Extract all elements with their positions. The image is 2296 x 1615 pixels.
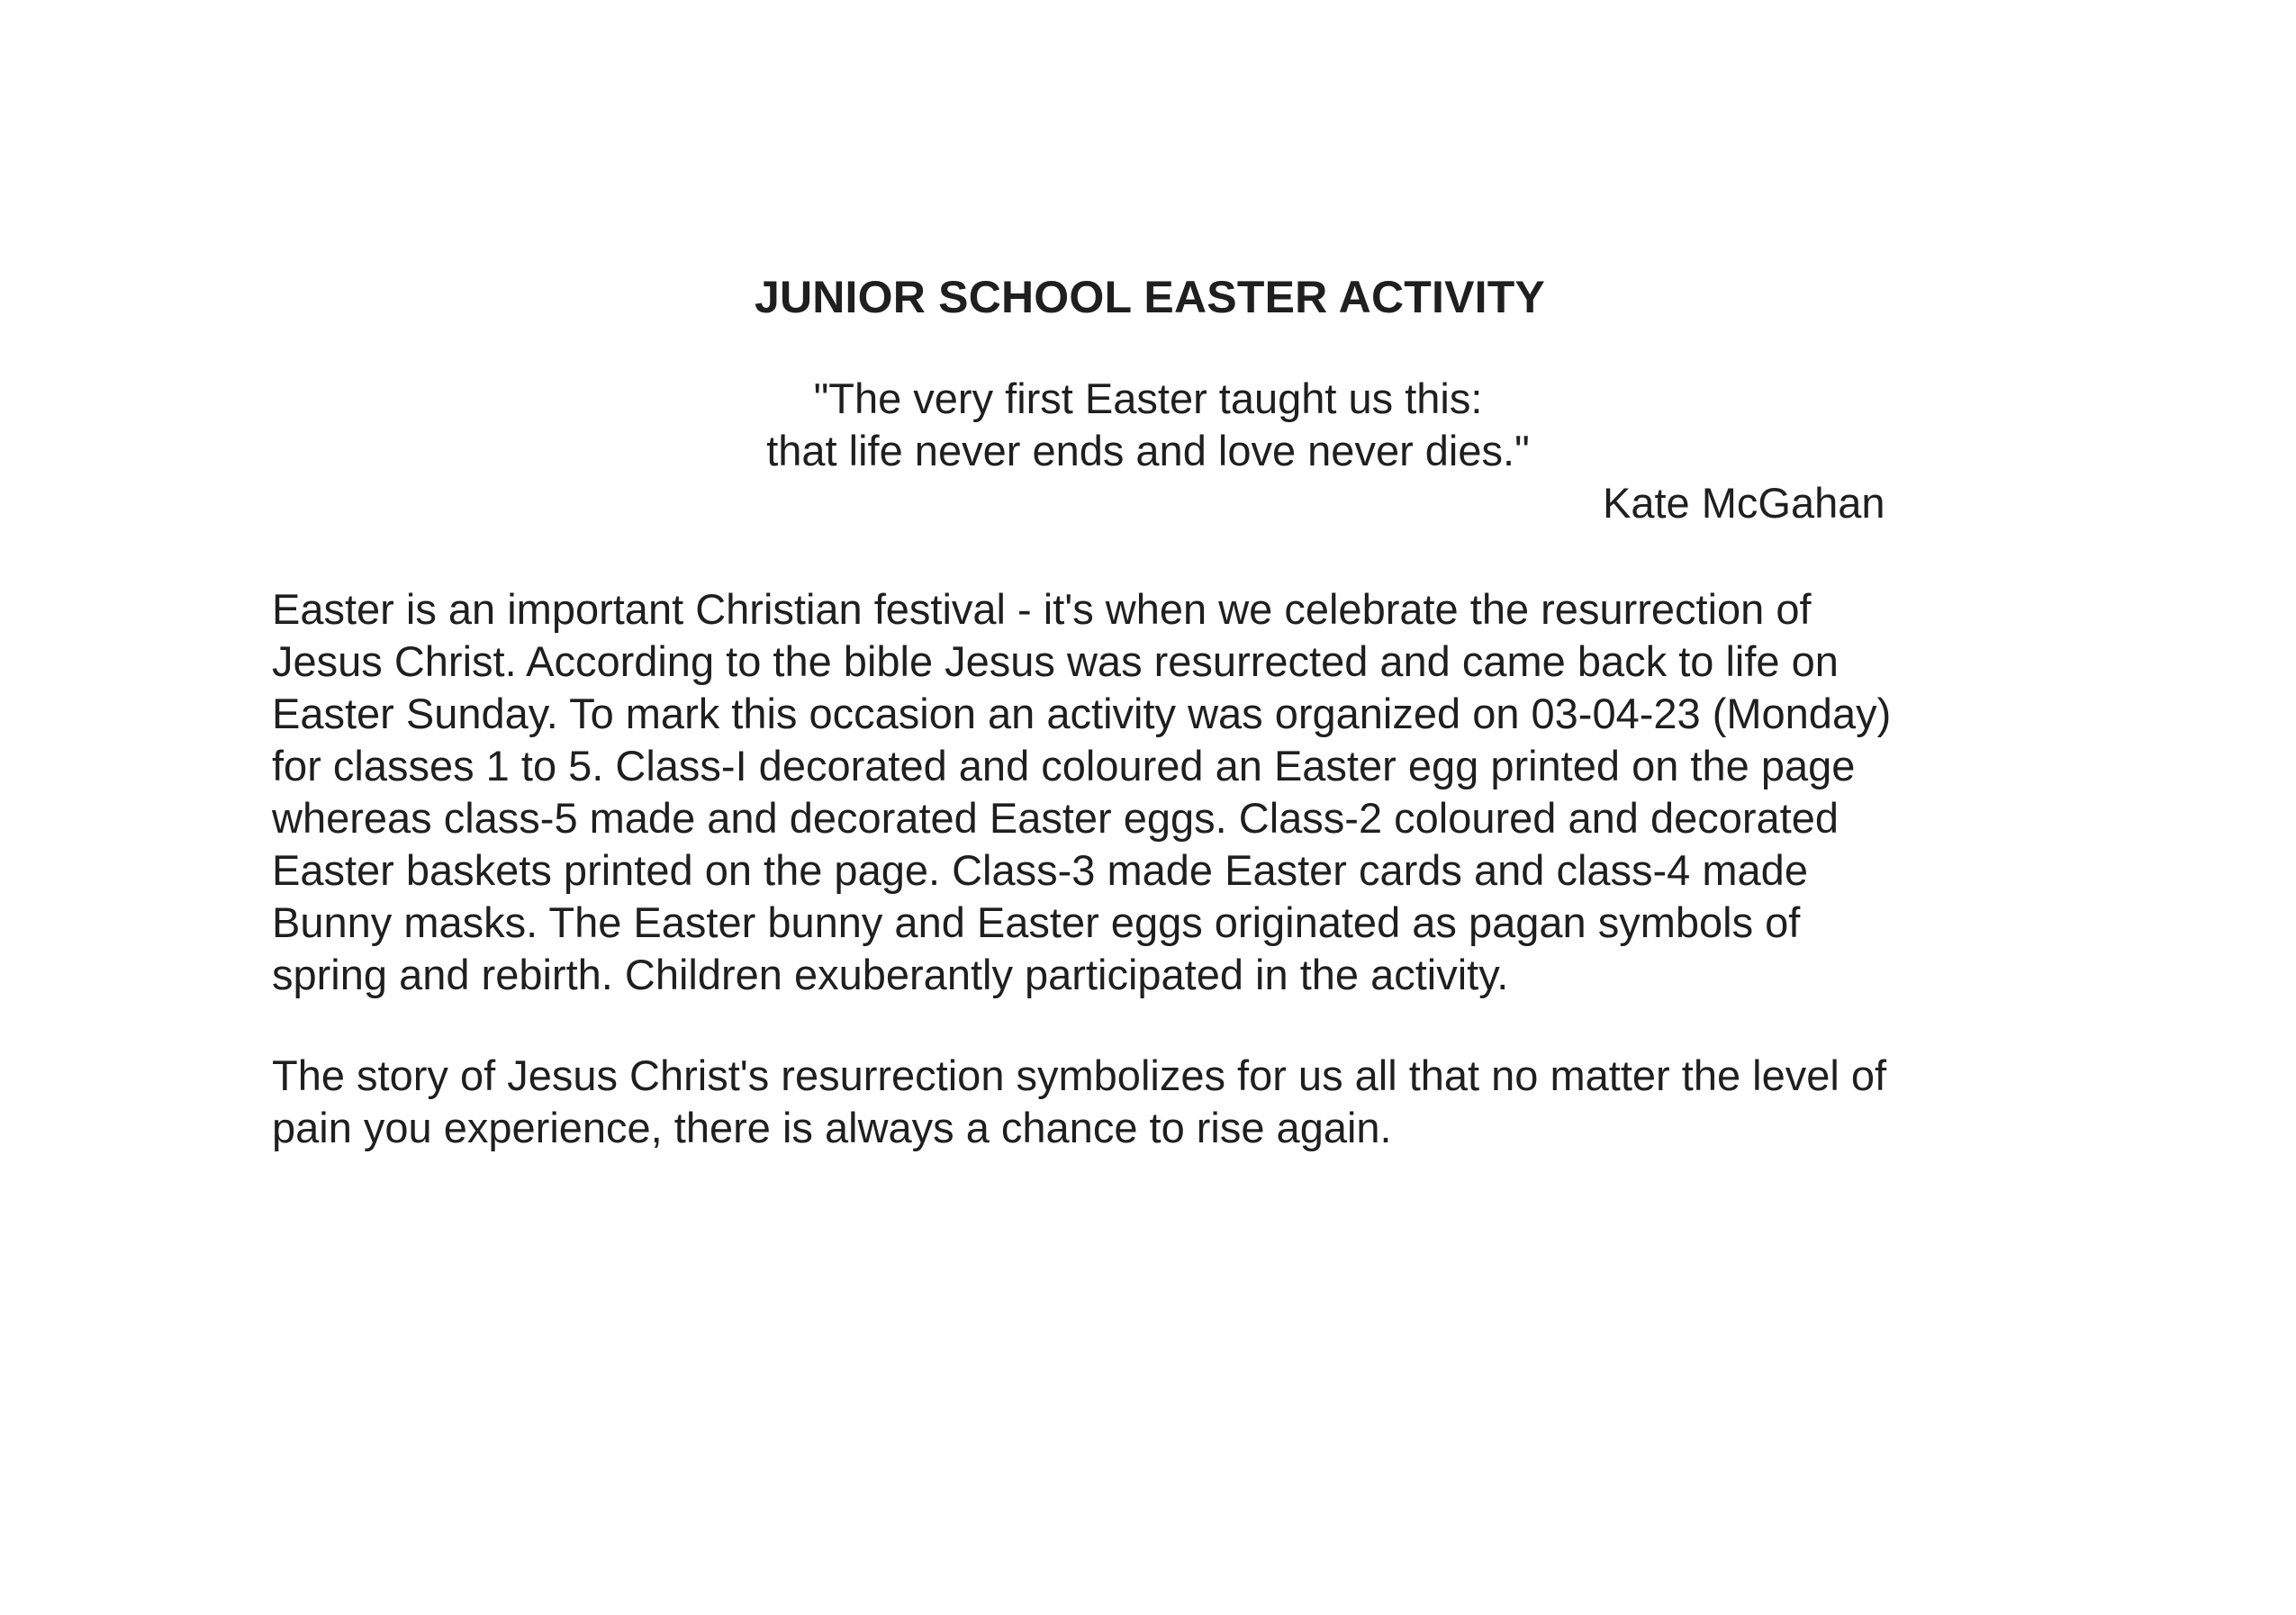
paragraph-line: pain you experience, there is always a chance to rise again. — [272, 1104, 1392, 1151]
paragraph-activity-description — [272, 583, 2037, 1001]
paragraph-line: Easter Sunday. To mark this occasion an activity was organized on 03-04-23 (Monday) — [272, 690, 1892, 737]
paragraph-closing — [272, 1050, 2037, 1154]
paragraph-line: Jesus Christ. According to the bible Jesus was resurrected and came back to life on — [272, 637, 1839, 685]
quote-line: that life never ends and love never dies." — [766, 427, 1530, 474]
paragraph-line: for classes 1 to 5. Class-I decorated and coloured an Easter egg printed on the page — [272, 742, 1856, 789]
quote-line: "The very first Easter taught us this: — [813, 374, 1483, 422]
document-title: JUNIOR SCHOOL EASTER ACTIVITY — [754, 272, 1546, 322]
paragraph-line: Bunny masks. The Easter bunny and Easter eggs originated as pagan symbols of — [272, 898, 1801, 946]
paragraph-line: Easter is an important Christian festival - it's when we celebrate the resurrection of — [272, 585, 1812, 633]
paragraph-line: The story of Jesus Christ's resurrection symbolizes for us all that no matter the level of — [272, 1051, 1887, 1099]
paragraph-line: whereas class-5 made and decorated Easter eggs. Class-2 coloured and decorated — [272, 794, 1840, 842]
paragraph-line: spring and rebirth. Children exuberantly participated in the activity. — [272, 951, 1509, 998]
quote-author: Kate McGahan — [1603, 479, 1885, 527]
easter-quote — [0, 373, 2296, 477]
paragraph-line: Easter baskets printed on the page. Class-3 made Easter cards and class-4 made — [272, 846, 1808, 894]
